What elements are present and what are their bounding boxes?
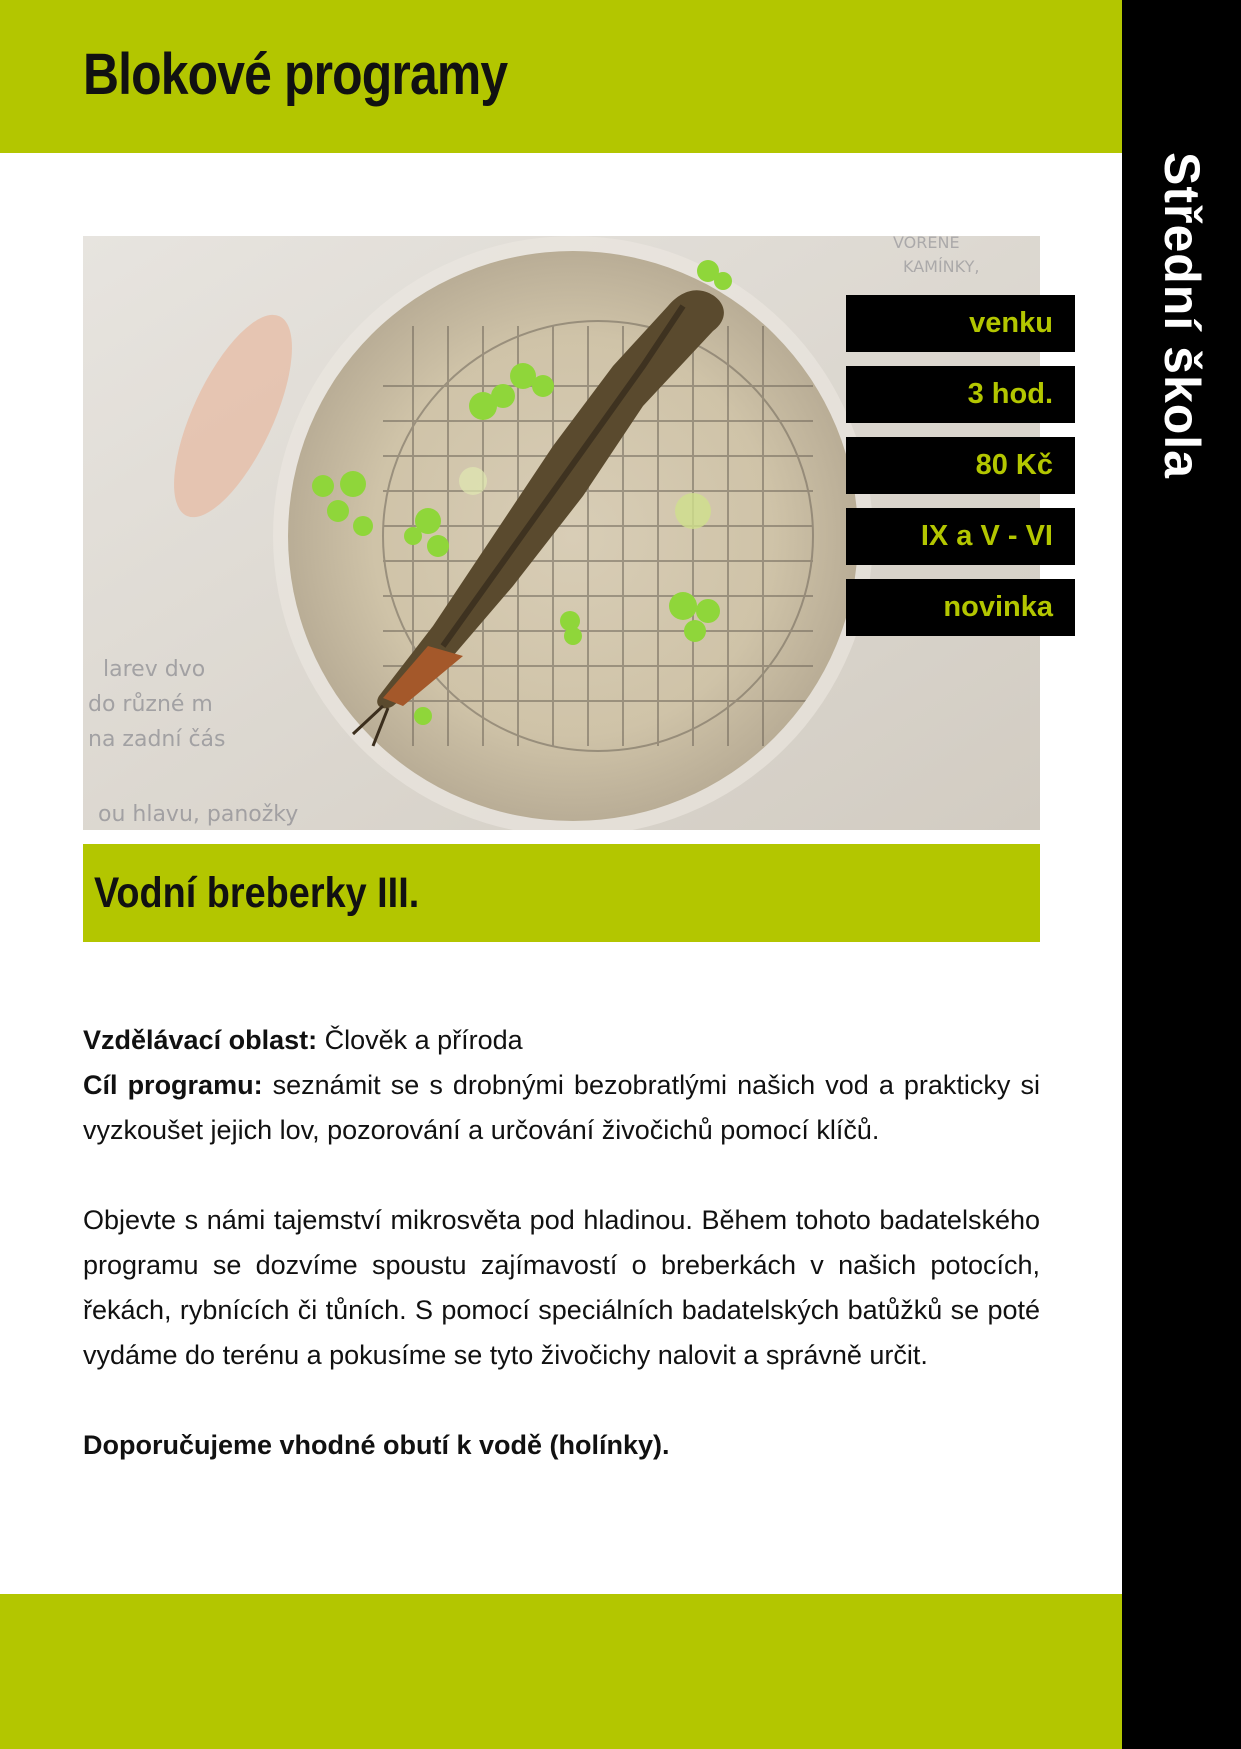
- svg-text:larev dvo: larev dvo: [103, 657, 206, 682]
- svg-text:VORENE: VORENE: [893, 236, 960, 252]
- svg-text:ou hlavu, panožky: ou hlavu, panožky: [98, 802, 299, 827]
- sidebar-label-text: Střední škola: [1153, 152, 1210, 479]
- area-value: Člověk a příroda: [317, 1025, 523, 1055]
- sidebar-label: [1122, 152, 1241, 492]
- description-paragraph: Objevte s námi tajemství mikrosvěta pod hladinou. Během tohoto badatelského programu se dozvíme spoustu zajímavostí o breberkách v našich potocích, řekách, rybnících či tůních. S pomocí speciálních badatelských batůžků se poté vydáme do terénu a pokusíme se tyto živočichy nalovit a správně určit.: [83, 1205, 1040, 1370]
- spacer: [83, 1153, 1040, 1198]
- spacer: [83, 1378, 1040, 1423]
- tag-price: 80 Kč: [846, 437, 1075, 494]
- program-title: Vodní breberky III.: [94, 869, 420, 917]
- recommendation-text: Doporučujeme vhodné obutí k vodě (holínky).: [83, 1430, 670, 1460]
- footer-band: [0, 1594, 1122, 1749]
- area-label: Vzdělávací oblast:: [83, 1025, 318, 1055]
- goal-label: Cíl programu:: [83, 1070, 263, 1100]
- svg-text:KAMÍNKY,: KAMÍNKY,: [903, 257, 980, 276]
- svg-text:do různé m: do různé m: [88, 692, 213, 717]
- tag-location: venku: [846, 295, 1075, 352]
- program-title-bar: [83, 844, 1040, 942]
- header-band: [0, 0, 1122, 153]
- goal-paragraph: [83, 1063, 1040, 1153]
- program-tags: [846, 295, 1075, 650]
- tag-duration: 3 hod.: [846, 366, 1075, 423]
- goal-value: seznámit se s drobnými bezobratlými našich vod a prakticky si vyzkoušet jejich lov, pozorování a určování živočichů pomocí klíčů.: [83, 1070, 1040, 1145]
- svg-text:na zadní čás: na zadní čás: [88, 727, 226, 752]
- program-details: [83, 1018, 1040, 1468]
- page-title: Blokové programy: [83, 42, 508, 107]
- area-line: [83, 1018, 1040, 1063]
- tag-grades: IX a V - VI: [846, 508, 1075, 565]
- tag-new: novinka: [846, 579, 1075, 636]
